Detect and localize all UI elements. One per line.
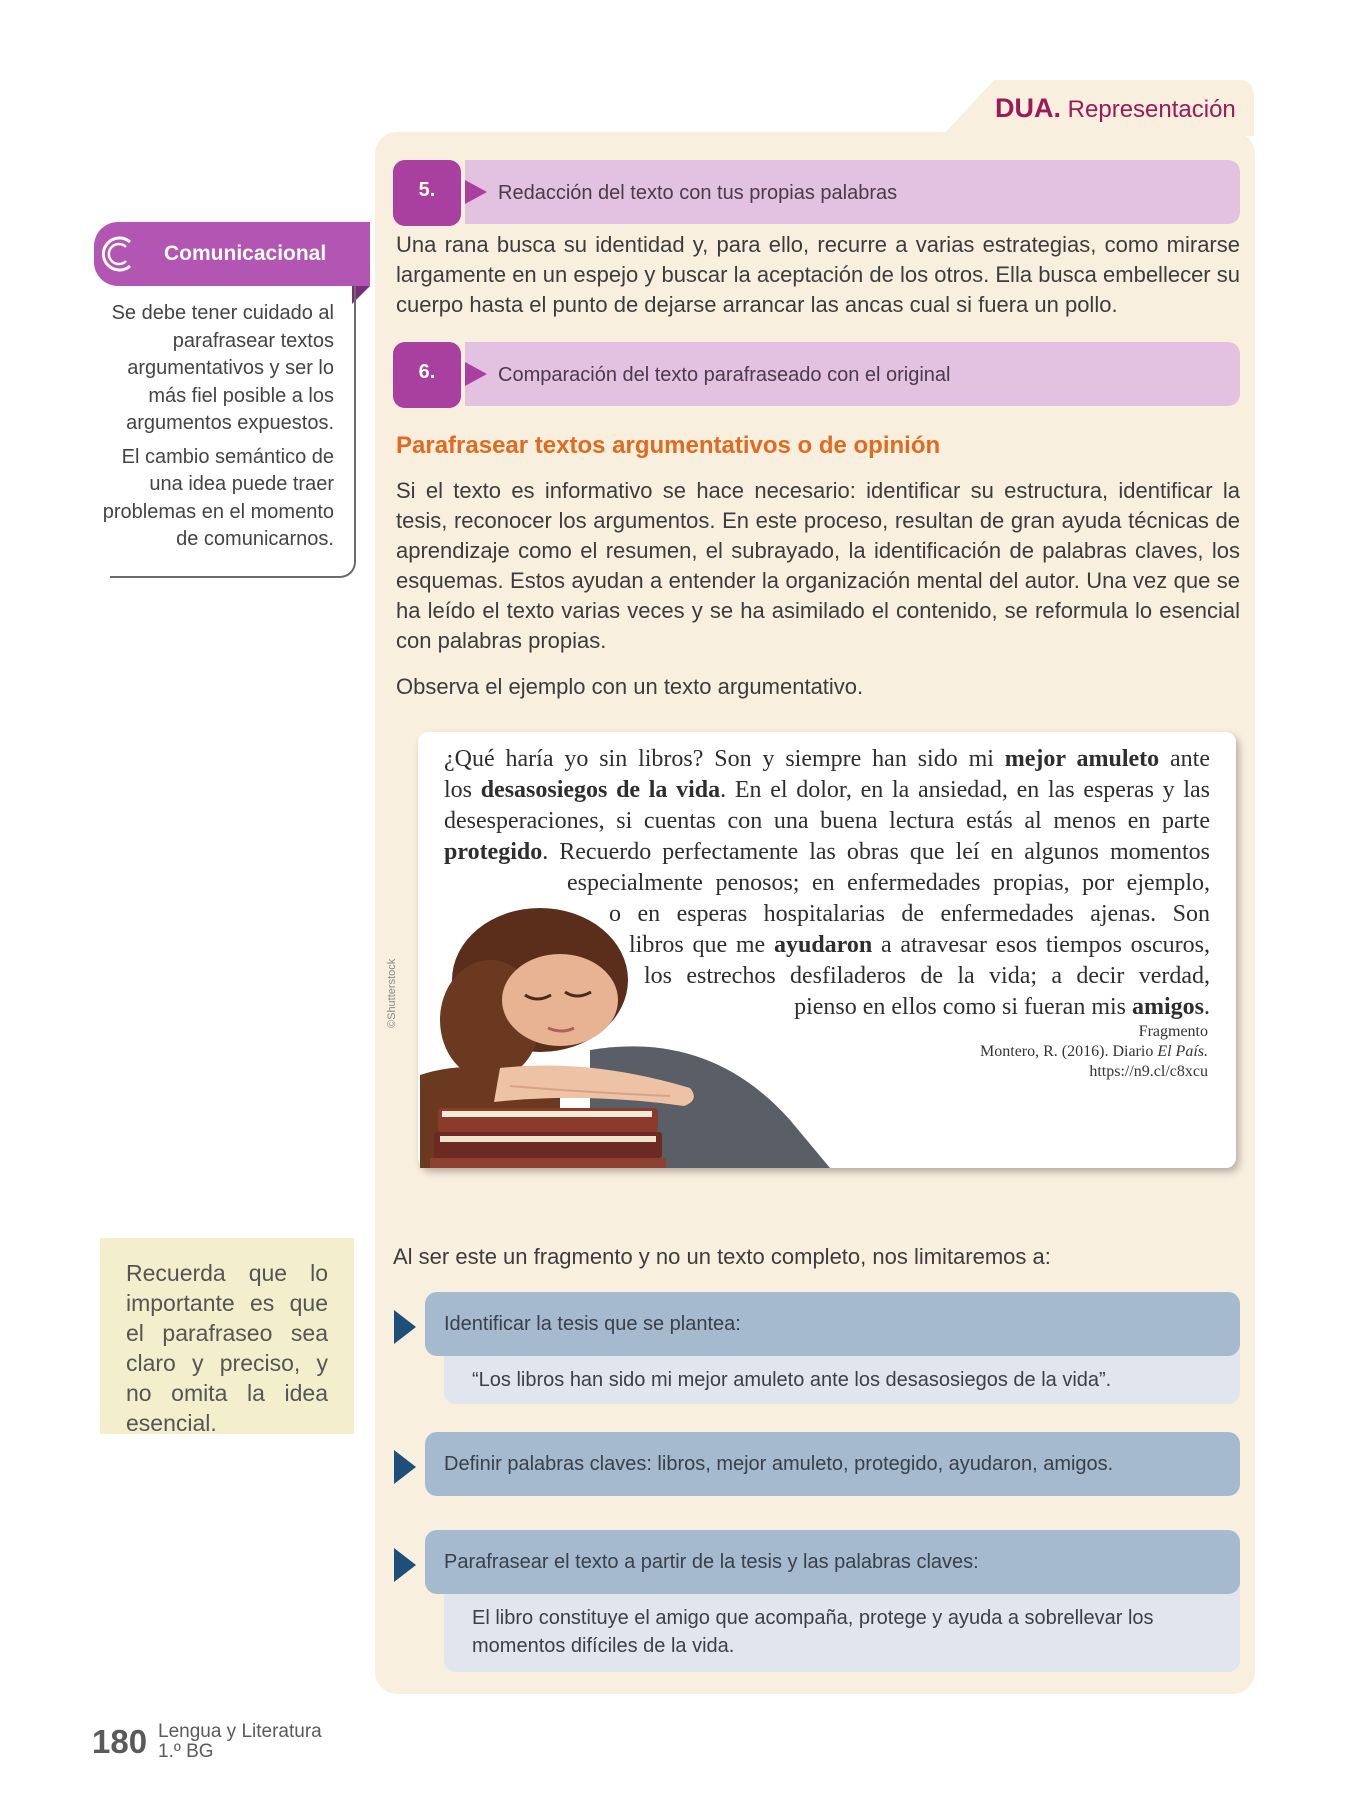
footer-grade: 1.º BG bbox=[158, 1741, 214, 1762]
step-6-label: Comparación del texto parafraseado con el original bbox=[498, 364, 951, 386]
comunicacional-text-2: El cambio semántico de una idea puede traer problemas en el momento de comunicarnos. bbox=[102, 445, 334, 550]
item-3-label: Parafrasear el texto a partir de la tesis y las palabras claves: bbox=[444, 1551, 979, 1573]
quote-text: ¿Qué haría yo sin libros? Son y siempre han sido mi mejor amuleto ante los desasosiegos de la vida. En el dolor, en la ansiedad, en las esperas y las desesperaciones, si cuentas con una buena lectura estás al menos en parte protegido. Recuerdo perfectamente las obras que leí en algunos momentos especialmente penosos; en enfermedades propias, por ejemplo, o en esperas hospitalarias de enfermedades ajenas. Son libros que me ayudaron a atravesar esos tiempos oscuros, los estrechos desfiladeros de la vida; a decir verdad, pienso en ellos como si fueran mis amigos. bbox=[444, 746, 1211, 1020]
item-1-arrow-icon bbox=[394, 1310, 416, 1344]
footer-subject bbox=[158, 1722, 322, 1762]
step-5-number: 5. bbox=[393, 160, 461, 226]
paragraph-observa: Observa el ejemplo con un texto argumentativo. bbox=[396, 674, 864, 699]
item-3-arrow-icon bbox=[394, 1548, 416, 1582]
source-url: https://n9.cl/c8xcu bbox=[1089, 1063, 1208, 1080]
comunicacional-c-icon bbox=[100, 234, 140, 274]
item-1-label: Identificar la tesis que se plantea: bbox=[444, 1313, 741, 1335]
step-5-arrow-icon bbox=[465, 180, 487, 204]
step-6-number: 6. bbox=[393, 342, 461, 408]
quote-source bbox=[980, 1022, 1208, 1082]
footer-subject-name: Lengua y Literatura bbox=[158, 1721, 322, 1742]
step-5-label: Redacción del texto con tus propias palabras bbox=[498, 182, 898, 204]
source-fragment: Fragmento bbox=[1138, 1023, 1208, 1040]
comunicacional-title: Comunicacional bbox=[164, 242, 327, 265]
step-6-arrow-icon bbox=[465, 362, 487, 386]
page-number: 180 bbox=[92, 1723, 148, 1760]
item-2-arrow-icon bbox=[394, 1450, 416, 1484]
item-1-sub-text: “Los libros han sido mi mejor amuleto ante los desasosiegos de la vida”. bbox=[472, 1369, 1112, 1391]
dua-title: DUA. Representación bbox=[995, 93, 1236, 123]
section-heading: Parafrasear textos argumentativos o de opinión bbox=[396, 432, 941, 459]
item-3-sub-text: El libro constituye el amigo que acompaña, protege y ayuda a sobrellevar los momentos difíciles de la vida. bbox=[472, 1607, 1154, 1657]
photo-credit: ©Shutterstock bbox=[386, 958, 398, 1028]
source-reference: Montero, R. (2016). Diario El País. bbox=[980, 1043, 1208, 1060]
comunicacional-text bbox=[88, 300, 334, 560]
paragraph-informativo: Si el texto es informativo se hace necesario: identificar su estructura, identificar la tesis, reconocer los argumentos. En este proceso, resultan de gran ayuda técnicas de aprendizaje como el resumen, el subrayado, la identificación de palabras claves, los esquemas. Estos ayudan a entender la organización mental del autor. Una vez que se ha leído el texto varias veces y se ha asimilado el contenido, se reformula lo esencial con palabras propias. bbox=[396, 478, 1240, 653]
intro-line: Al ser este un fragmento y no un texto completo, nos limitaremos a: bbox=[393, 1244, 1051, 1269]
item-2-label: Definir palabras claves: libros, mejor amuleto, protegido, ayudaron, amigos. bbox=[444, 1453, 1114, 1475]
paragraph-rana: Una rana busca su identidad y, para ello, recurre a varias estrategias, como mirarse largamente en un espejo y buscar la aceptación de los otros. Ella busca embellecer su cuerpo hasta el punto de dejarse arrancar las ancas cual si fuera un pollo. bbox=[396, 232, 1240, 317]
comunicacional-text-1: Se debe tener cuidado al parafrasear textos argumentativos y ser lo más fiel posible a los argumentos expuestos. bbox=[111, 302, 334, 434]
reminder-text: Recuerda que lo importante es que el parafraseo sea claro y preciso, y no omita la idea esencial. bbox=[126, 1260, 328, 1436]
